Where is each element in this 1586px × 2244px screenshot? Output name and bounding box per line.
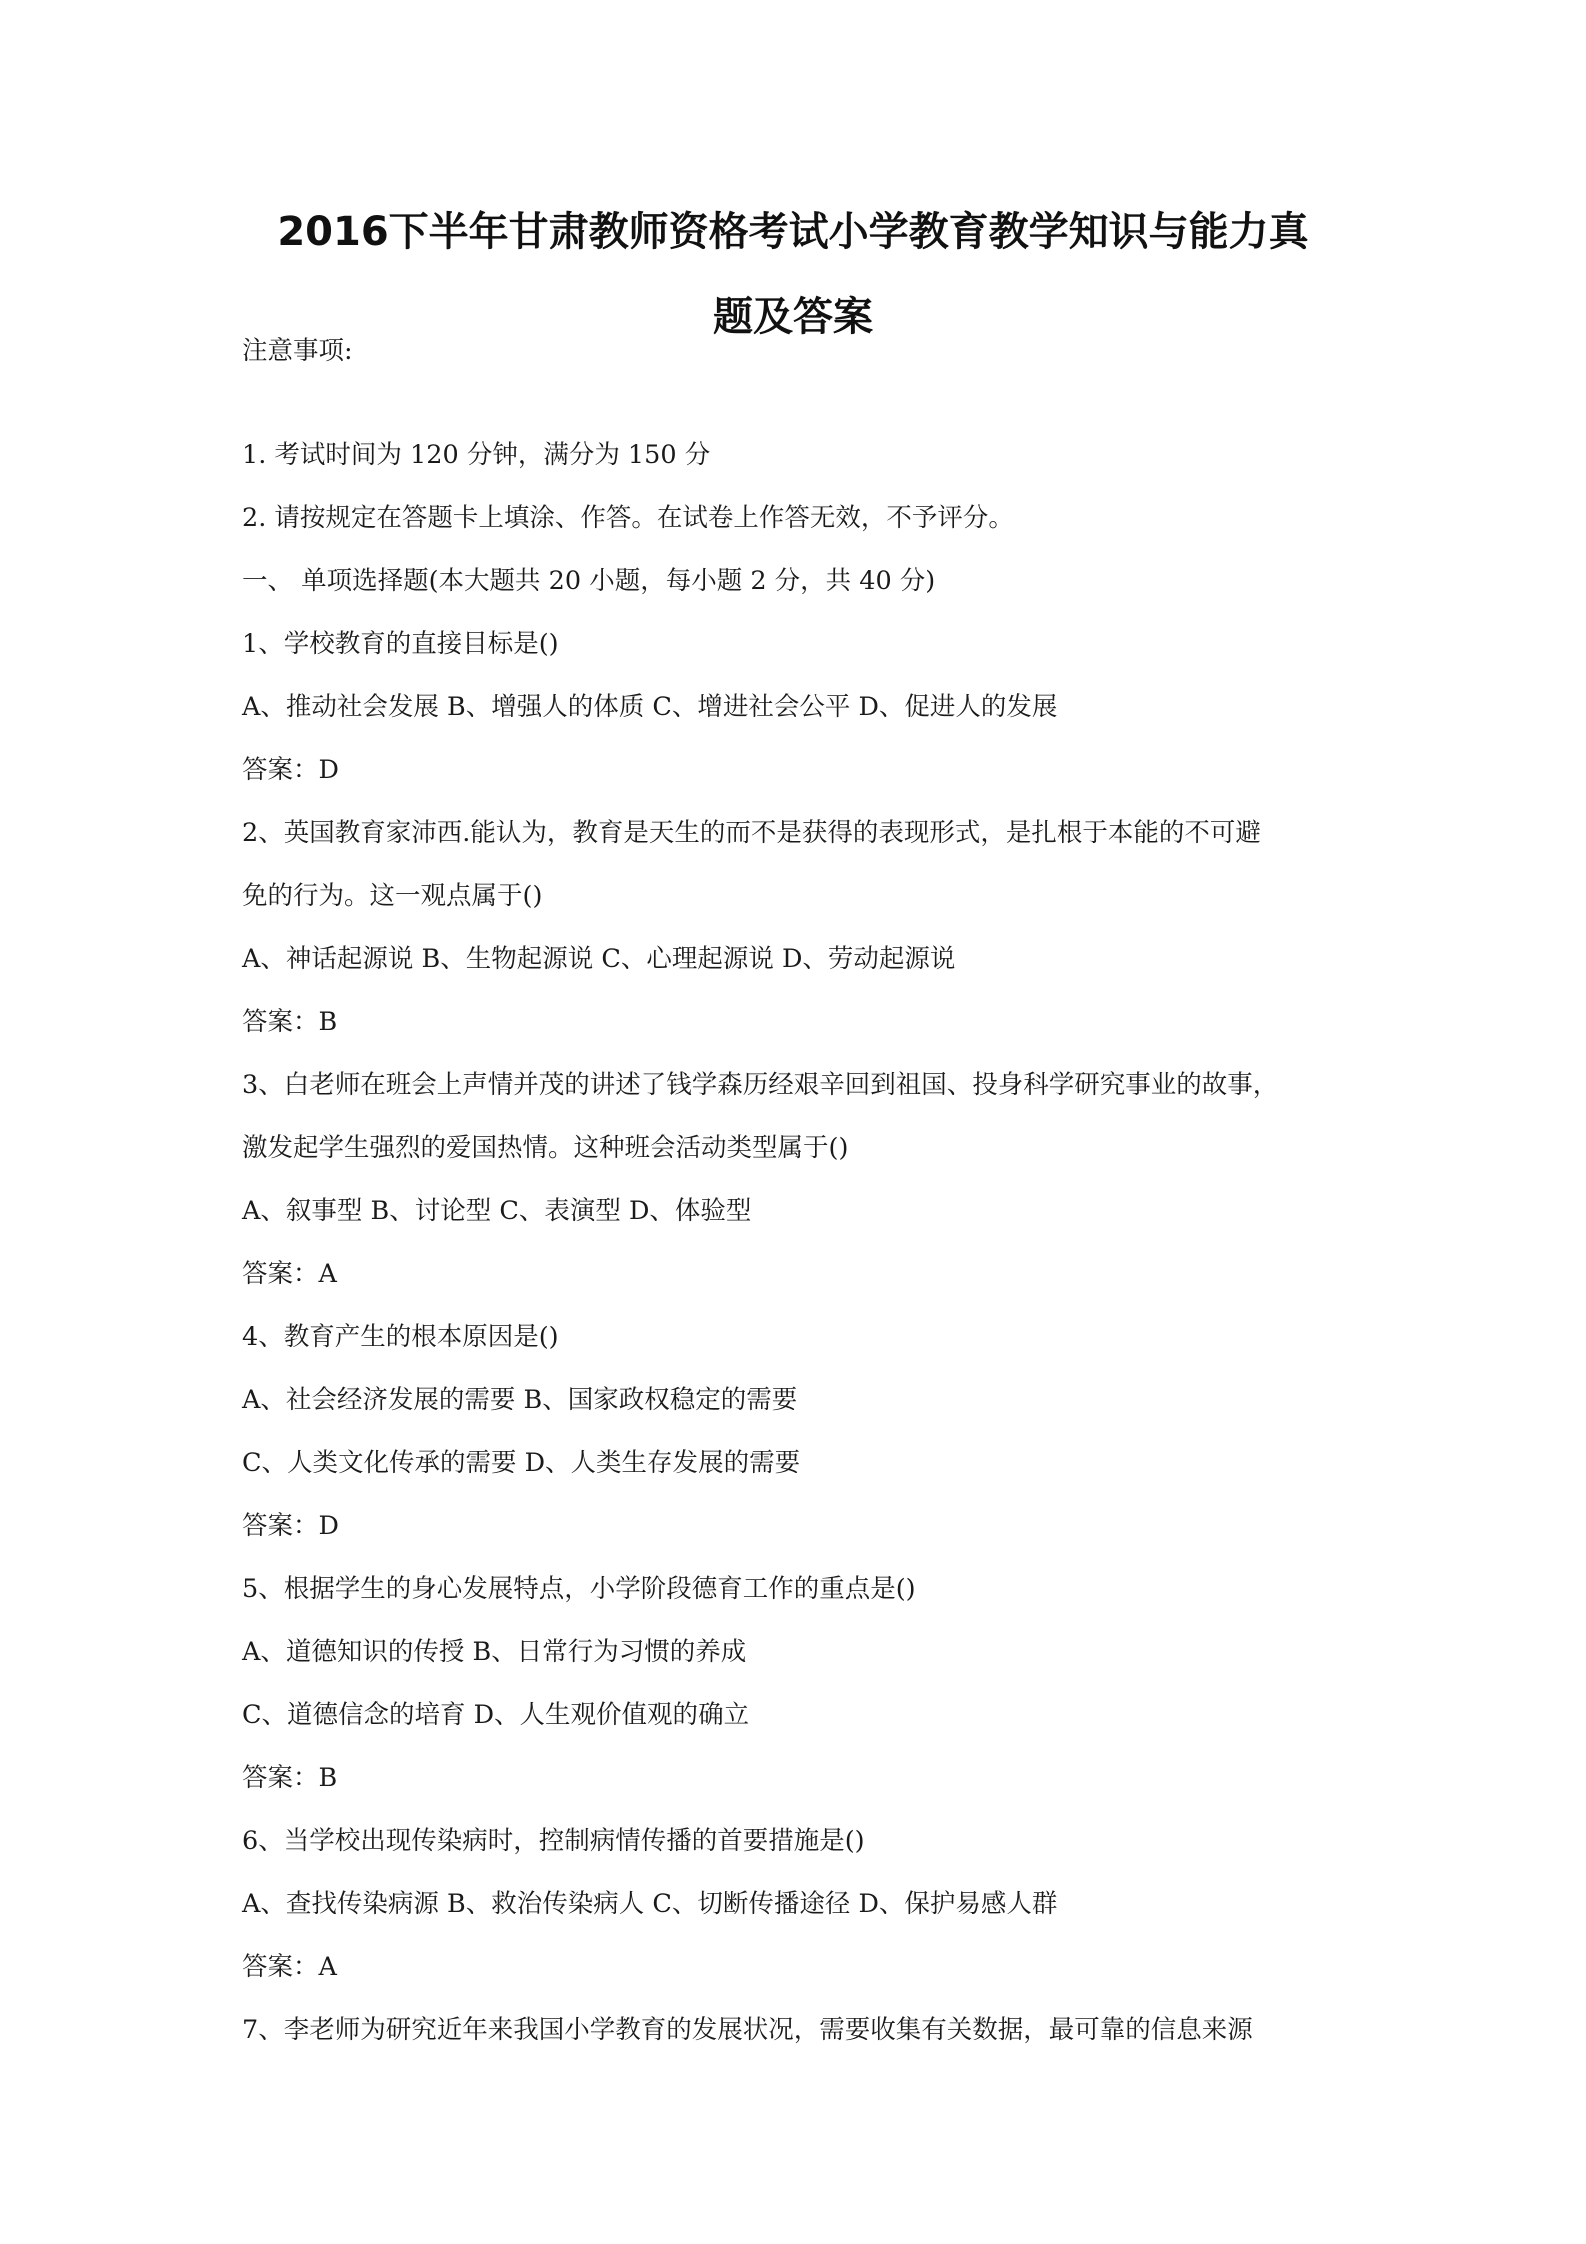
question-5-stem: 5、根据学生的身心发展特点，小学阶段德育工作的重点是() [242,1574,916,1604]
document-title-line-2: 题及答案 [713,294,873,340]
question-4-stem: 4、教育产生的根本原因是() [242,1322,559,1352]
question-6-answer: 答案：A [242,1952,337,1982]
question-2-stem-line-1: 2、英国教育家沛西.能认为，教育是天生的而不是获得的表现形式，是扎根于本能的不可避 [242,818,1261,848]
question-4-answer: 答案：D [242,1511,339,1541]
question-2-stem-line-2: 免的行为。这一观点属于() [242,881,543,911]
section-heading: 一、 单项选择题(本大题共 20 小题，每小题 2 分，共 40 分) [242,566,936,596]
question-3-options: A、叙事型 B、讨论型 C、表演型 D、体验型 [242,1196,752,1226]
question-5-options-line-1: A、道德知识的传授 B、日常行为习惯的养成 [242,1637,747,1667]
notice-item-1: 1. 考试时间为 120 分钟，满分为 150 分 [242,440,711,470]
question-1-options: A、推动社会发展 B、增强人的体质 C、增进社会公平 D、促进人的发展 [242,692,1058,722]
question-1-stem: 1、学校教育的直接目标是() [242,629,559,659]
question-6-stem: 6、当学校出现传染病时，控制病情传播的首要措施是() [242,1826,865,1856]
question-2-answer: 答案：B [242,1007,338,1037]
question-2-options: A、神话起源说 B、生物起源说 C、心理起源说 D、劳动起源说 [242,944,956,974]
question-5-answer: 答案：B [242,1763,338,1793]
notice-heading: 注意事项: [242,336,353,366]
question-5-options-line-2: C、道德信念的培育 D、人生观价值观的确立 [242,1700,750,1730]
question-3-answer: 答案：A [242,1259,337,1289]
notice-item-2: 2. 请按规定在答题卡上填涂、作答。在试卷上作答无效，不予评分。 [242,503,1014,533]
question-3-stem-line-2: 激发起学生强烈的爱国热情。这种班会活动类型属于() [242,1133,849,1163]
question-1-answer: 答案：D [242,755,339,785]
question-7-stem: 7、李老师为研究近年来我国小学教育的发展状况，需要收集有关数据，最可靠的信息来源 [242,2015,1253,2045]
document-title-line-1: 2016下半年甘肃教师资格考试小学教育教学知识与能力真 [277,209,1309,255]
question-3-stem-line-1: 3、白老师在班会上声情并茂的讲述了钱学森历经艰辛回到祖国、投身科学研究事业的故事， [242,1070,1279,1100]
question-4-options-line-1: A、社会经济发展的需要 B、国家政权稳定的需要 [242,1385,798,1415]
question-6-options: A、查找传染病源 B、救治传染病人 C、切断传播途径 D、保护易感人群 [242,1889,1058,1919]
question-4-options-line-2: C、人类文化传承的需要 D、人类生存发展的需要 [242,1448,801,1478]
